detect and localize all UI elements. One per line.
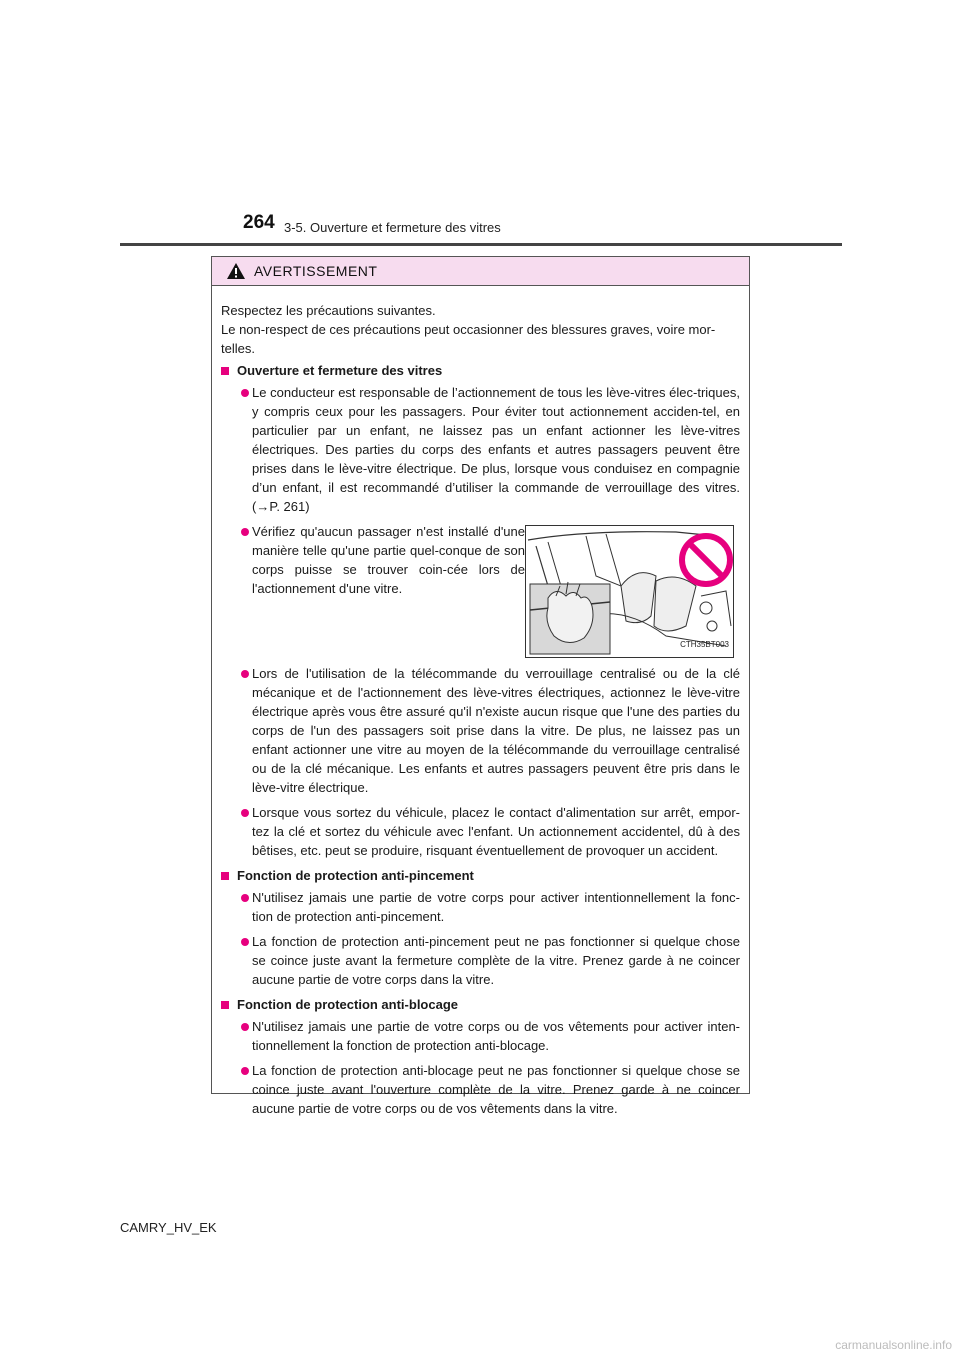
bullet-item	[221, 1061, 740, 1118]
warning-triangle-icon	[226, 262, 246, 280]
round-bullet-icon	[241, 389, 249, 397]
section-title: 3-5. Ouverture et fermeture des vitres	[284, 220, 501, 235]
footer-model-code: CAMRY_HV_EK	[120, 1220, 217, 1235]
section-heading-anti-pinch	[221, 866, 740, 885]
square-bullet-icon	[221, 872, 229, 880]
bullet-text: Le conducteur est responsable de l’actionnement de tous les lève-vitres élec-triques, y compris ceux pour les passagers. Pour éviter tout actionnement acciden-tel, en particulier par un enfant, ne laissez pas un enfant actionner les lève-vitres électriques. Des parties du corps des enfants et autres passagers peuvent être prises dans le lève-vitre électrique. De plus, lorsque vous conduisez en compagnie d’un enfant, il est recommandé d’utiliser la commande de verrouillage des vitres. (→P. 261)	[252, 385, 740, 514]
bullet-with-figure	[221, 522, 740, 658]
bullet-text: Lorsque vous sortez du véhicule, placez le contact d'alimentation sur arrêt, empor-tez la clé et sortez du véhicule avec l'enfant. Un actionnement accidentel, dû à des bêtises, etc. peut se produire, risquant éventuellement de provoquer un accident.	[252, 805, 740, 858]
round-bullet-icon	[241, 528, 249, 536]
watermark: carmanualsonline.info	[835, 1338, 952, 1352]
intro-line-1: Respectez les précautions suivantes.	[221, 303, 436, 318]
round-bullet-icon	[241, 670, 249, 678]
square-bullet-icon	[221, 1001, 229, 1009]
round-bullet-icon	[241, 894, 249, 902]
bullet-text: Lors de l'utilisation de la télécommande du verrouillage centralisé ou de la clé mécanique et de l'actionnement des lève-vitres électriques, actionnez le lève-vitre électrique après vous être assuré qu'il n'existe aucun risque que l'une des parties du corps de l'un des passagers soit prise dans la vitre. De plus, ne laissez pas un enfant actionner une vitre au moyen de la télécommande du verrouillage centralisé ou de la clé mécanique. Les enfants et autres passagers peuvent être pris dans le lève-vitre électrique.	[252, 666, 740, 795]
round-bullet-icon	[241, 809, 249, 817]
bullet-text: Vérifiez qu'aucun passager n'est installé d'une manière telle qu'une partie quel-conque de son corps puisse se trouver coin-cée lors de l'actionnement d'une vitre.	[252, 524, 525, 596]
bullet-text: La fonction de protection anti-blocage peut ne pas fonctionner si quelque chose se coince juste avant l'ouverture complète de la vitre. Prenez garde à ne coincer aucune partie de votre corps ou de vos vêtements dans la vitre.	[252, 1063, 740, 1116]
warning-header	[212, 257, 749, 286]
section-heading-text: Fonction de protection anti-blocage	[237, 997, 458, 1012]
bullet-text: N'utilisez jamais une partie de votre corps ou de vos vêtements pour activer inten-tionnellement la fonction de protection anti-blocage.	[252, 1019, 740, 1053]
bullet-item	[221, 1017, 740, 1055]
bullet-text: La fonction de protection anti-pincement peut ne pas fonctionner si quelque chose se coince juste avant la fermeture complète de la vitre. Prenez garde à ne coincer aucune partie de votre corps dans la vitre.	[252, 934, 740, 987]
figure-code: CTH35BT003	[680, 640, 729, 649]
round-bullet-icon	[241, 938, 249, 946]
page-number: 264	[243, 212, 275, 233]
bullet-item	[221, 383, 740, 516]
round-bullet-icon	[241, 1067, 249, 1075]
round-bullet-icon	[241, 1023, 249, 1031]
square-bullet-icon	[221, 367, 229, 375]
bullet-item	[221, 803, 740, 860]
bullet-item	[221, 888, 740, 926]
warning-box	[211, 256, 750, 1116]
bullet-item	[221, 932, 740, 989]
section-heading-anti-block	[221, 995, 740, 1014]
warning-title: AVERTISSEMENT	[254, 263, 378, 279]
section-heading-text: Fonction de protection anti-pincement	[237, 868, 474, 883]
bullet-item	[221, 522, 525, 658]
bullet-item	[221, 664, 740, 797]
section-heading-window-operation	[221, 361, 740, 380]
intro-line-2: Le non-respect de ces précautions peut occasionner des blessures graves, voire mor-telles.	[221, 322, 716, 356]
warning-body	[212, 286, 749, 1118]
bullet-text: N'utilisez jamais une partie de votre corps pour activer intentionnellement la fonc-tion de protection anti-pincement.	[252, 890, 740, 924]
section-heading-text: Ouverture et fermeture des vitres	[237, 363, 443, 378]
illustration-hand-caught-in-window	[525, 525, 734, 658]
header-rule	[120, 243, 842, 246]
